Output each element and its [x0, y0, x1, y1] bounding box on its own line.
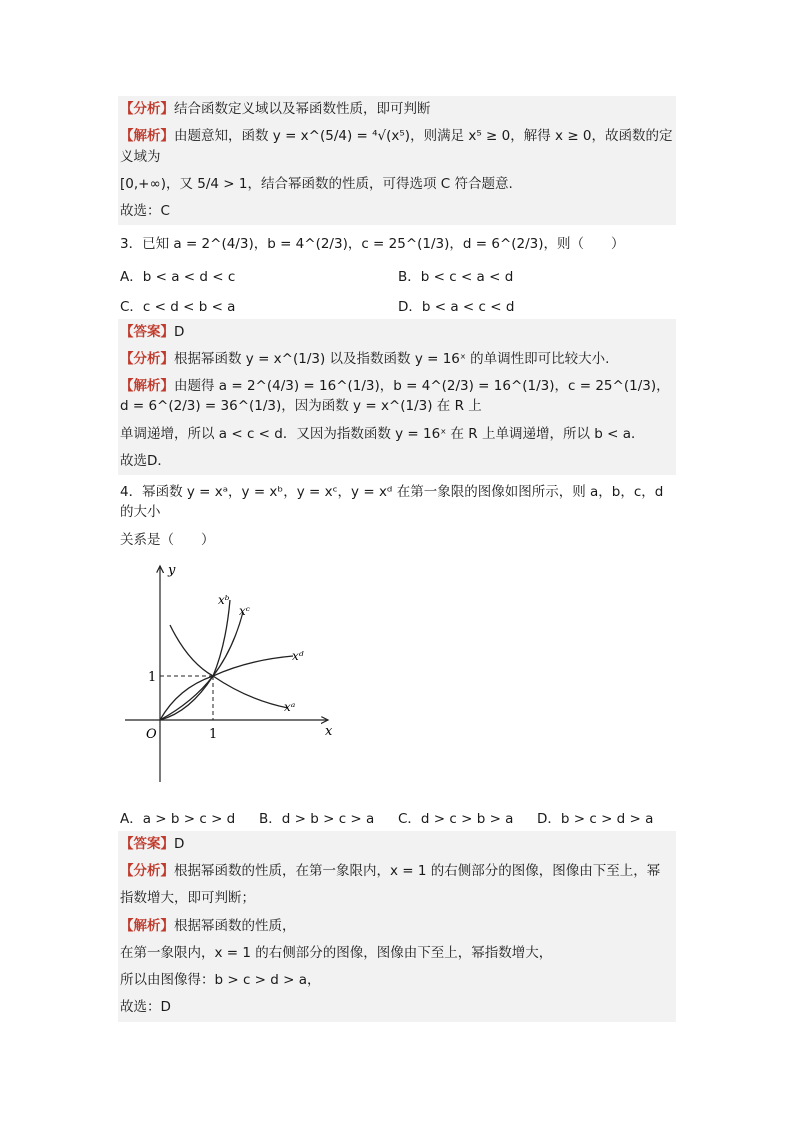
y-axis-label: y — [168, 562, 176, 578]
origin-label: O — [146, 726, 157, 742]
q2-analysis — [118, 96, 676, 123]
answer-tag: 【答案】 — [120, 323, 174, 340]
analysis-tag: 【分析】 — [120, 350, 174, 367]
q3-stem: 3．已知 a = 2^(4/3)，b = 4^(2/3)，c = 25^(1/3)，d = 6^(2/3)，则（ ） — [120, 236, 625, 253]
q3-conclusion: 故选D． — [120, 452, 171, 469]
answer-value: D — [174, 835, 185, 852]
label-xc: xᶜ — [239, 603, 250, 618]
label-xa: xᵃ — [284, 699, 296, 714]
analysis-tag: 【分析】 — [120, 863, 174, 879]
q2-conclusion: 故选：C — [120, 203, 170, 219]
q3-answer — [118, 319, 676, 346]
curve-xb — [160, 600, 230, 720]
q3-option-b: B．b < c < a < d — [398, 268, 514, 285]
analysis-text: 根据幂函数的性质，在第一象限内，x = 1 的右侧部分的图像，图像由下至上，幂 — [174, 863, 661, 879]
q3-options-row2 — [118, 289, 676, 319]
tick-x-label: 1 — [209, 726, 218, 742]
answer-tag: 【答案】 — [120, 835, 174, 852]
solution-text: 由题得 a = 2^(4/3) = 16^(1/3)，b = 4^(2/3) = 16^(1/3)，c = 25^(1/3)，d = 6^(2/3) = 36^(1/3)，因为函数 y = x^(1/3) 在 R 上 — [120, 378, 670, 415]
q2-solution-line2: [0,+∞)，又 5/4 > 1，结合幂函数的性质，可得选项 C 符合题意. — [120, 175, 513, 192]
q4-option-a: A．a > b > c > d — [120, 810, 236, 827]
q2-solution-line1 — [118, 123, 676, 171]
solution-tag: 【解析】 — [120, 128, 174, 145]
x-axis-label: x — [325, 723, 333, 739]
q4-stem-line2: 关系是（ ） — [120, 531, 215, 548]
q4-answer — [118, 831, 676, 858]
solution-text: 根据幂函数的性质， — [174, 917, 296, 934]
label-xd: xᵈ — [292, 648, 304, 663]
q4-option-d: D．b > c > d > a — [537, 810, 654, 827]
q3-option-d: D．b < a < c < d — [398, 298, 515, 315]
q4-options — [118, 801, 676, 831]
q3-option-a: A．b < a < d < c — [120, 268, 236, 285]
q4-solution-line2: 在第一象限内，x = 1 的右侧部分的图像，图像由下至上，幂指数增大， — [120, 944, 553, 961]
q4-analysis-line2: 指数增大，即可判断； — [120, 890, 255, 907]
q3-option-c: C．c < d < b < a — [120, 298, 236, 315]
q4-explanation — [118, 831, 676, 1022]
q4-solution-line3: 所以由图像得：b > c > d > a， — [120, 972, 321, 988]
q3-solution-line1 — [118, 373, 676, 421]
label-xb: xᵇ — [218, 592, 230, 607]
analysis-text: 根据幂函数 y = x^(1/3) 以及指数函数 y = 16ˣ 的单调性即可比较大小. — [174, 350, 610, 367]
q3-explanation — [118, 319, 676, 476]
q2-explanation — [118, 96, 676, 225]
document-page — [118, 96, 676, 1022]
solution-text: 由题意知，函数 y = x^(5/4) = ⁴√(x⁵)，则满足 x⁵ ≥ 0，解得 x ≥ 0，故函数的定义域为 — [120, 128, 673, 165]
q4-option-b: B．d > b > c > a — [259, 810, 375, 827]
q4-solution-line1 — [118, 913, 676, 940]
curve-xa — [170, 625, 288, 708]
q4-conclusion: 故选：D — [120, 999, 171, 1016]
q4-stem-line1: 4．幂函数 y = xᵃ，y = xᵇ，y = xᶜ，y = xᵈ 在第一象限的图像如图所示，则 a，b，c，d 的大小 — [120, 484, 664, 521]
q3-options-row1 — [118, 259, 676, 289]
q4-option-c: C．d > c > b > a — [398, 810, 514, 827]
q3-analysis — [118, 346, 676, 373]
answer-value: D — [174, 323, 185, 340]
power-function-graph — [118, 560, 358, 795]
solution-tag: 【解析】 — [120, 378, 174, 394]
solution-tag: 【解析】 — [120, 917, 174, 934]
tick-y-label: 1 — [148, 669, 157, 685]
curve-xc — [160, 612, 243, 720]
q3-solution-line2: 单调递增，所以 a < c < d．又因为指数函数 y = 16ˣ 在 R 上单调递增，所以 b < a． — [120, 425, 645, 442]
q4-analysis-line1 — [118, 858, 676, 885]
analysis-tag: 【分析】 — [120, 101, 174, 117]
analysis-text: 结合函数定义域以及幂函数性质，即可判断 — [174, 101, 431, 117]
